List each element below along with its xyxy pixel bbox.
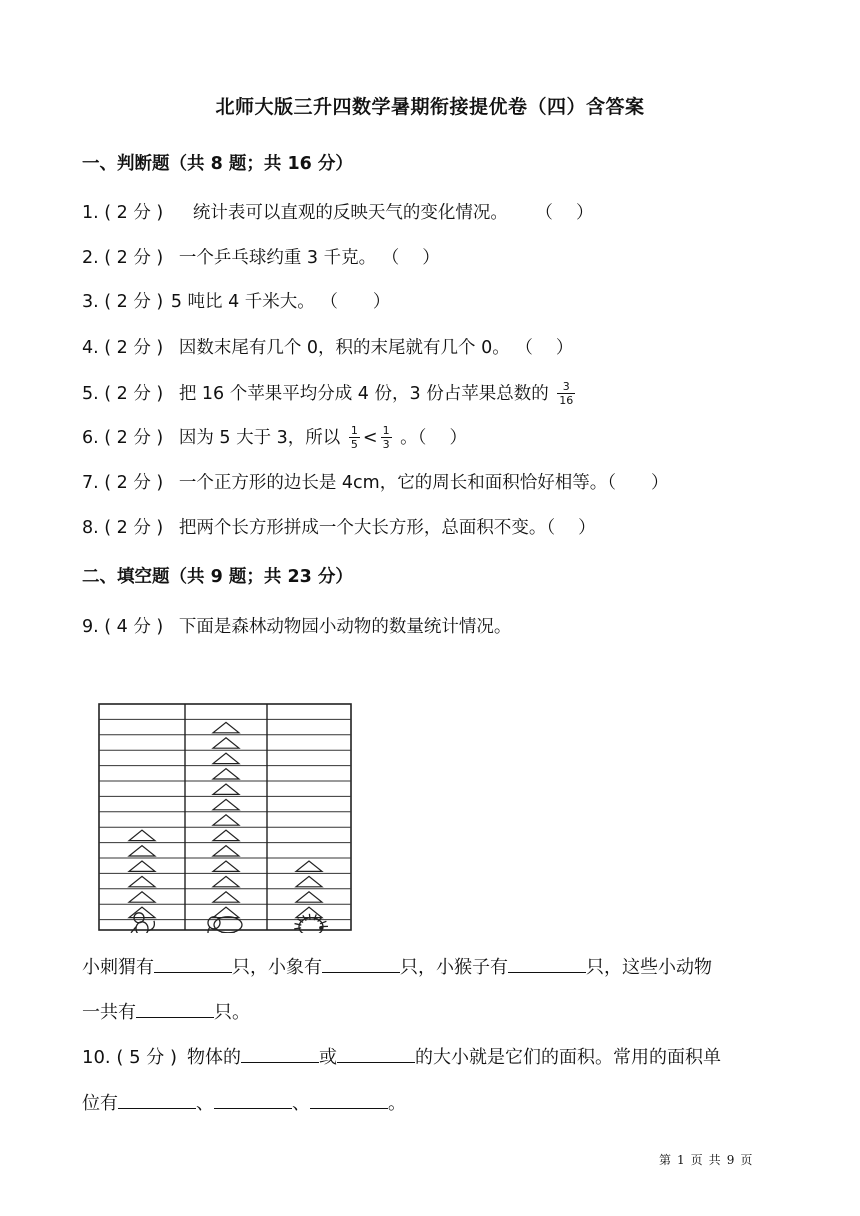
answer-blank[interactable] bbox=[154, 954, 232, 973]
answer-paren: （ ） bbox=[515, 338, 574, 358]
triangle-icon bbox=[213, 907, 239, 917]
triangle-icon bbox=[129, 876, 155, 886]
question-number: 4. bbox=[82, 338, 99, 358]
fraction-numerator: 3 bbox=[557, 380, 575, 394]
question-8 bbox=[82, 516, 596, 540]
triangle-icon bbox=[129, 907, 155, 917]
question-text: 一个正方形的边长是 4cm，它的周长和面积恰好相等。（ ） bbox=[178, 473, 669, 493]
question-number: 8. bbox=[82, 518, 99, 538]
question-score: ( 2 分 ) bbox=[104, 203, 164, 223]
answer-paren: （ ） bbox=[535, 203, 594, 223]
question-text: 统计表可以直观的反映天气的变化情况。 bbox=[192, 203, 508, 223]
triangle-icon bbox=[213, 830, 239, 840]
fraction-denominator: 3 bbox=[382, 438, 390, 451]
triangle-icon bbox=[129, 892, 155, 902]
fill-text: 、 bbox=[196, 1093, 214, 1114]
page-footer bbox=[656, 1151, 755, 1168]
triangle-icon bbox=[296, 876, 322, 886]
answer-paren: （ ） bbox=[381, 248, 440, 268]
question-text: 把两个长方形拼成一个大长方形，总面积不变。（ ） bbox=[178, 518, 596, 538]
fraction bbox=[381, 424, 392, 451]
fill-text: 小刺猬有 bbox=[82, 957, 154, 978]
triangle-icon bbox=[213, 769, 239, 779]
section-heading-judgement: 一、判断题（共 8 题；共 16 分） bbox=[82, 154, 353, 174]
question-6 bbox=[82, 424, 467, 451]
triangle-icon bbox=[129, 830, 155, 840]
question-text: 因为 5 大于 3，所以 bbox=[178, 427, 341, 448]
triangle-icon bbox=[213, 876, 239, 886]
question-text: 下面是森林动物园小动物的数量统计情况。 bbox=[178, 617, 512, 637]
question-number: 6. bbox=[82, 427, 99, 448]
triangle-icon bbox=[213, 846, 239, 856]
answer-blank[interactable] bbox=[214, 1090, 292, 1109]
fill-text: 一共有 bbox=[82, 1002, 136, 1023]
question-text: 5 吨比 4 千米大。 bbox=[170, 292, 315, 312]
fill-text: 物体的 bbox=[187, 1047, 242, 1068]
triangle-icon bbox=[213, 784, 239, 794]
footer-text: 页 bbox=[740, 1153, 753, 1167]
triangle-icon bbox=[129, 861, 155, 871]
document-title: 北师大版三升四数学暑期衔接提优卷（四）含答案 bbox=[215, 96, 645, 118]
answer-paren: （ ） bbox=[320, 292, 391, 312]
question-7 bbox=[82, 471, 668, 495]
question-score: ( 5 分 ) bbox=[116, 1047, 178, 1068]
question-text: 因数末尾有几个 0，积的末尾就有几个 0。 bbox=[178, 338, 510, 358]
question-9-blanks-line1 bbox=[82, 953, 712, 979]
question-10-line1 bbox=[82, 1043, 721, 1069]
question-number: 7. bbox=[82, 473, 99, 493]
triangle-icon bbox=[213, 722, 239, 732]
fill-text: 只，小象有 bbox=[232, 957, 322, 978]
answer-blank[interactable] bbox=[241, 1044, 319, 1063]
triangle-icon bbox=[213, 815, 239, 825]
fraction-denominator: 5 bbox=[350, 438, 358, 451]
question-number: 3. bbox=[82, 292, 99, 312]
question-9 bbox=[82, 615, 511, 639]
question-number: 10. bbox=[82, 1047, 111, 1068]
total-pages: 9 bbox=[726, 1153, 735, 1167]
triangle-icon bbox=[213, 753, 239, 763]
fill-text: 。 bbox=[388, 1093, 406, 1114]
section-heading-fill-blank: 二、填空题（共 9 题；共 23 分） bbox=[82, 567, 353, 587]
animal-pictograph bbox=[98, 703, 354, 933]
question-5 bbox=[82, 380, 578, 407]
answer-blank[interactable] bbox=[310, 1090, 388, 1109]
question-text: 一个乒乓球约重 3 千克。 bbox=[178, 248, 377, 268]
question-number: 9. bbox=[82, 617, 99, 637]
question-9-blanks-line2 bbox=[82, 998, 250, 1024]
footer-text: 第 bbox=[659, 1153, 672, 1167]
question-number: 2. bbox=[82, 248, 99, 268]
question-number: 1. bbox=[82, 203, 99, 223]
fraction bbox=[349, 424, 360, 451]
question-score: ( 4 分 ) bbox=[104, 617, 164, 637]
fill-text: 位有 bbox=[82, 1093, 118, 1114]
triangle-icon bbox=[213, 861, 239, 871]
question-text-end: 。（ ） bbox=[400, 427, 467, 448]
fill-text: 、 bbox=[292, 1093, 310, 1114]
triangle-icon bbox=[213, 892, 239, 902]
footer-text: 共 bbox=[708, 1153, 721, 1167]
answer-blank[interactable] bbox=[322, 954, 400, 973]
triangle-icon bbox=[129, 846, 155, 856]
question-4 bbox=[82, 336, 573, 360]
answer-blank[interactable] bbox=[136, 999, 214, 1018]
triangle-icon bbox=[213, 738, 239, 748]
fraction-numerator: 1 bbox=[382, 424, 390, 437]
question-score: ( 2 分 ) bbox=[104, 248, 164, 268]
question-1 bbox=[82, 201, 594, 225]
question-score: ( 2 分 ) bbox=[104, 518, 164, 538]
fraction-numerator: 1 bbox=[350, 424, 358, 437]
question-10-line2 bbox=[82, 1089, 406, 1115]
fill-text: 只，小猴子有 bbox=[400, 957, 508, 978]
triangle-icon bbox=[296, 892, 322, 902]
question-score: ( 2 分 ) bbox=[104, 383, 164, 404]
question-2 bbox=[82, 246, 440, 270]
fraction-denominator: 16 bbox=[559, 394, 574, 407]
fill-text: 只。 bbox=[214, 1002, 250, 1023]
answer-blank[interactable] bbox=[337, 1044, 415, 1063]
question-number: 5. bbox=[82, 383, 99, 404]
answer-blank[interactable] bbox=[118, 1090, 196, 1109]
fraction bbox=[557, 380, 575, 407]
question-text: 把 16 个苹果平均分成 4 份，3 份占苹果总数的 bbox=[178, 383, 549, 404]
fill-text: 的大小就是它们的面积。常用的面积单 bbox=[415, 1047, 722, 1068]
triangle-icon bbox=[296, 861, 322, 871]
question-score: ( 2 分 ) bbox=[104, 473, 164, 493]
page-number: 1 bbox=[677, 1153, 685, 1167]
question-score: ( 2 分 ) bbox=[104, 427, 164, 448]
footer-text: 页 bbox=[690, 1153, 703, 1167]
less-than-sign: < bbox=[362, 427, 378, 448]
fill-text: 只，这些小动物 bbox=[586, 957, 712, 978]
question-score: ( 2 分 ) bbox=[104, 292, 164, 312]
fill-text: 或 bbox=[319, 1047, 338, 1068]
question-score: ( 2 分 ) bbox=[104, 338, 164, 358]
question-3 bbox=[82, 290, 390, 314]
triangle-icon bbox=[213, 799, 239, 809]
answer-blank[interactable] bbox=[508, 954, 586, 973]
